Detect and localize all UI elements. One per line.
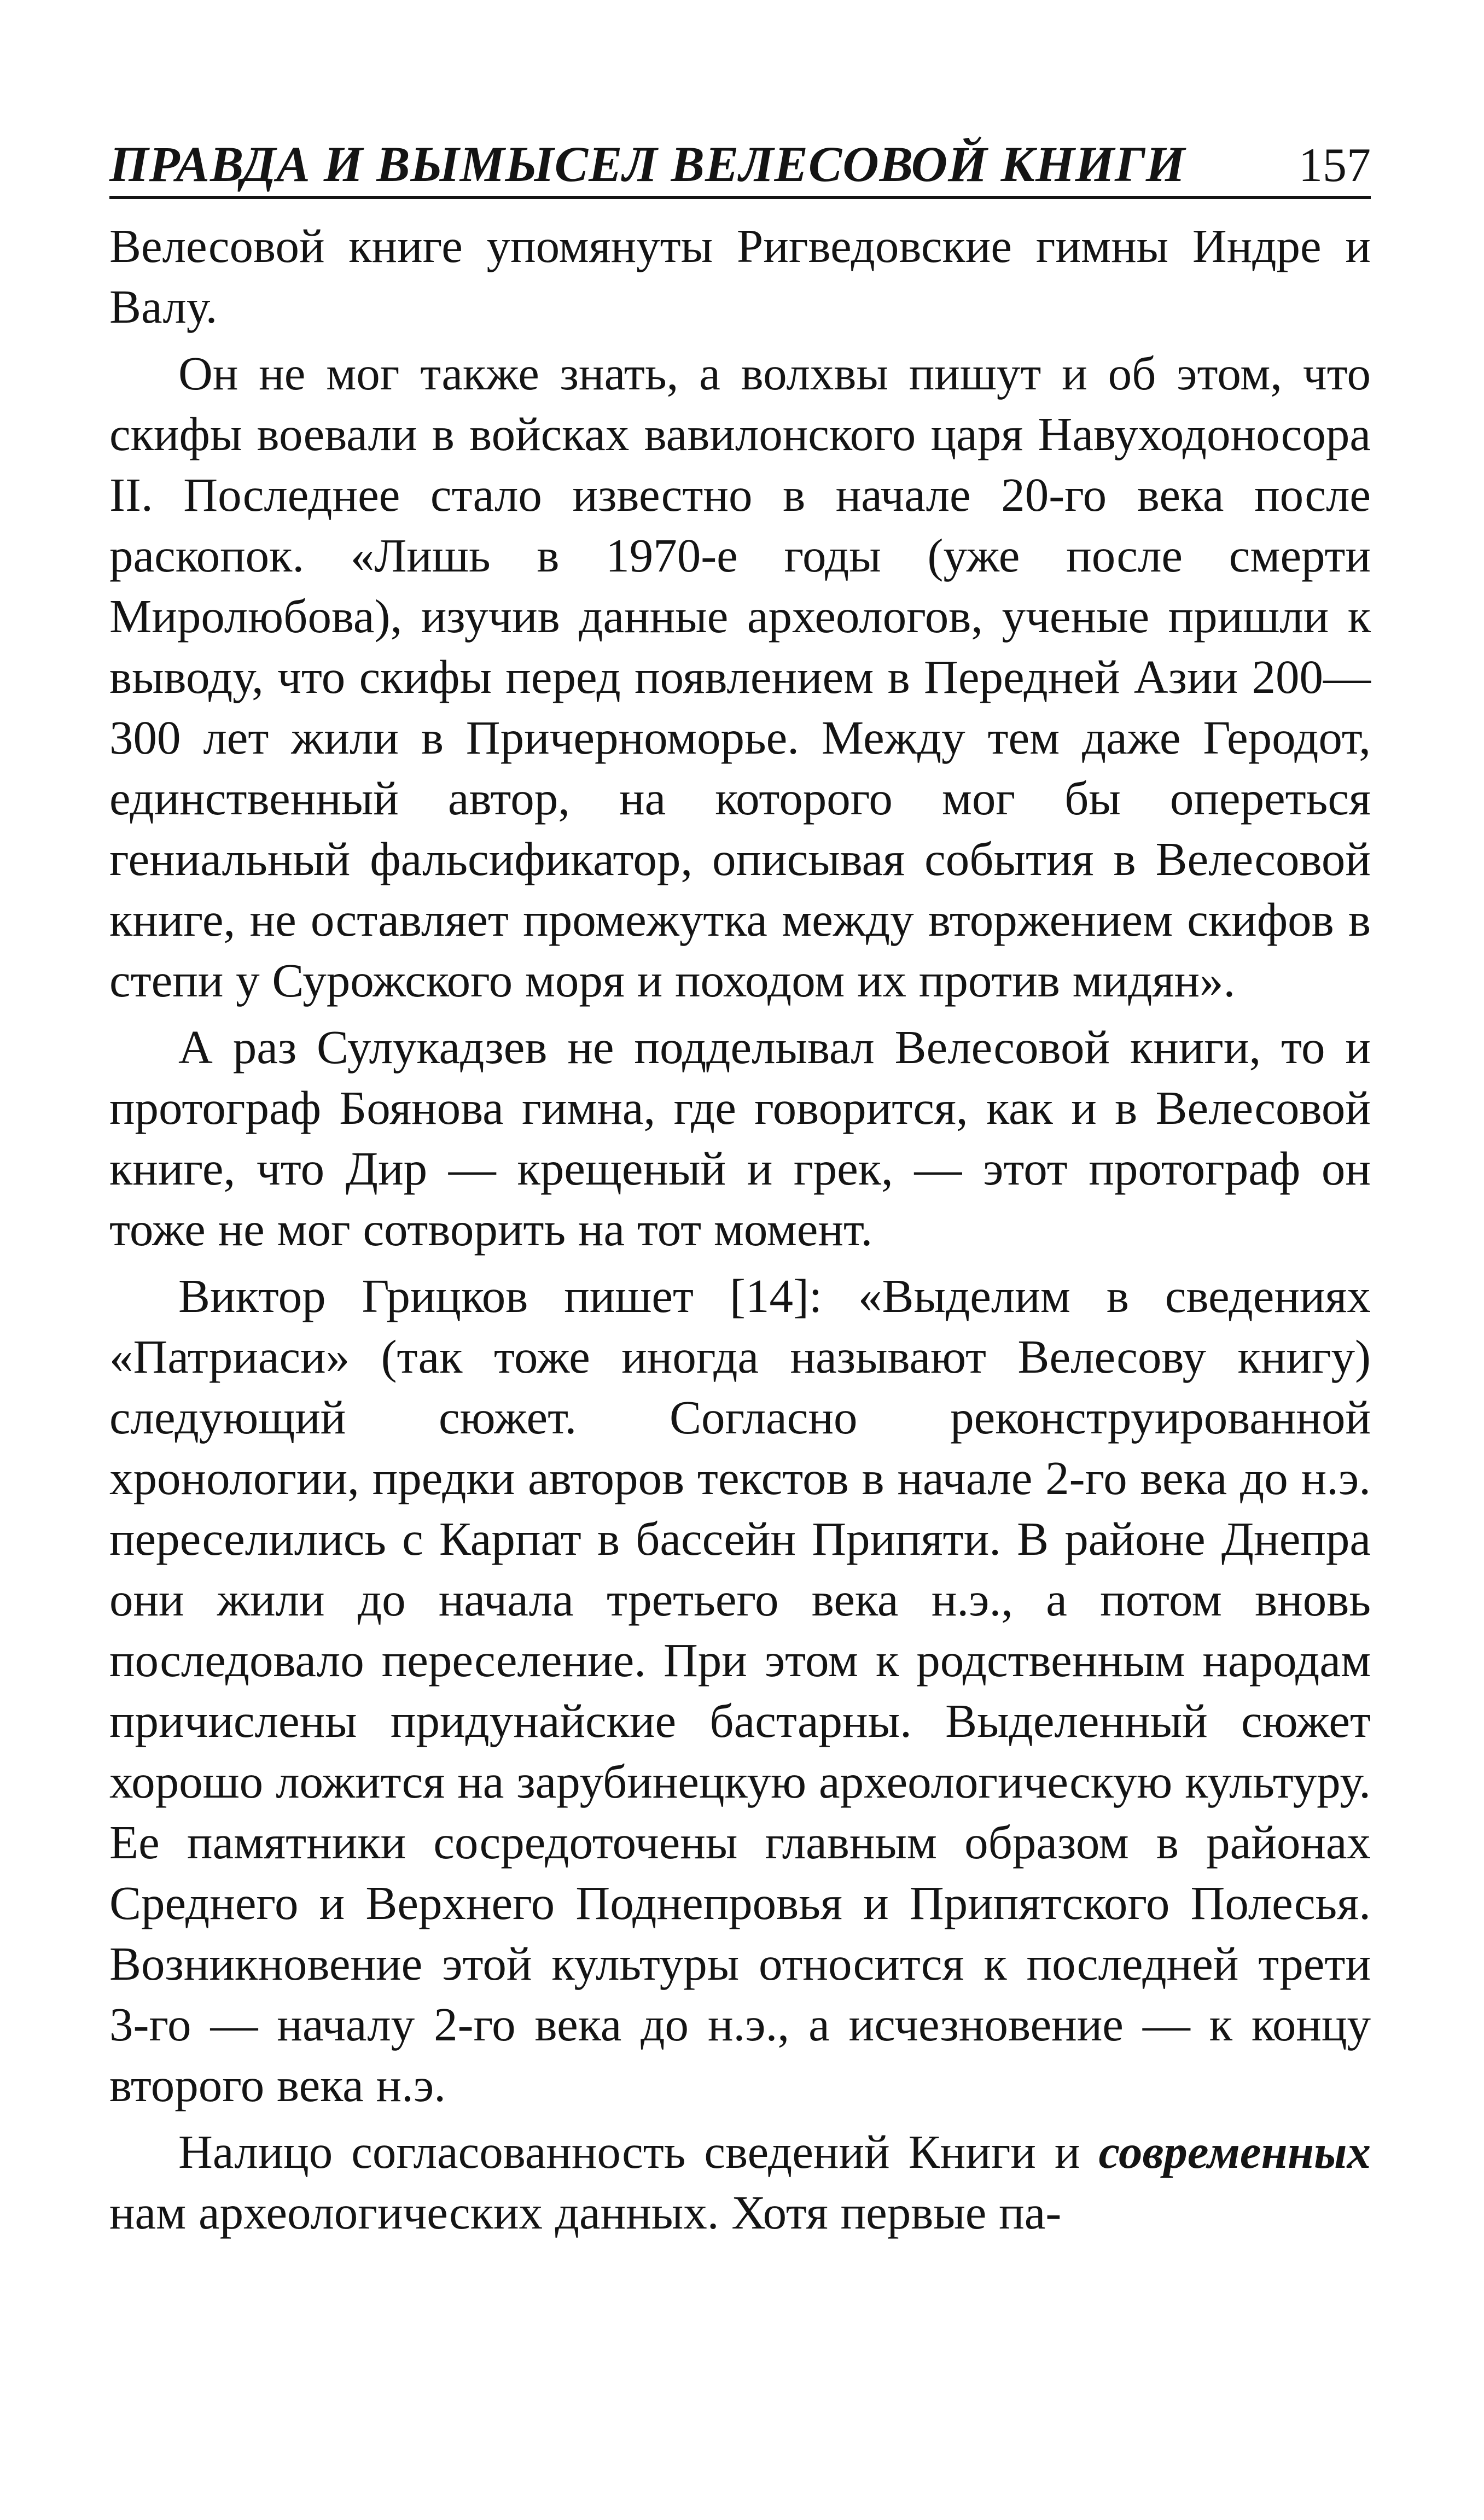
page-number: 157 (1299, 139, 1371, 192)
running-header (109, 137, 1371, 199)
paragraph-4: Виктор Грицков пишет [14]: «Выделим в сведениях «Патриаси» (так тоже иногда называют Велесову книгу) следующий сюжет. Согласно реконструированной хронологии, предки авторов текстов в начале 2-го века до н.э. переселились с Карпат в бассейн Припяти. В районе Днепра они жили до начала третьего века н.э., а потом вновь последовало переселение. При этом к родственным народам причислены придунайские бастарны. Выделенный сюжет хорошо ложится на зарубинецкую археологическую культуру. Ее памятники сосредоточены главным образом в районах Среднего и Верхнего Поднепровья и Припятского Полесья. Возникновение этой культуры относится к последней трети 3-го — началу 2-го века до н.э., а исчезновение — к концу второго века н.э. (109, 1269, 1371, 2111)
body-text (109, 215, 1371, 2243)
book-page (109, 137, 1371, 2461)
emphasized-word: современных (1098, 2125, 1371, 2178)
paragraph-2: Он не мог также знать, а волхвы пишут и об этом, что скифы воевали в войсках вавилонского царя Навуходоносора II. Последнее стало известно в начале 20-го века после раскопок. «Лишь в 1970-е годы (уже после смерти Миролюбова), изучив данные археологов, ученые пришли к выводу, что скифы перед появлением в Передней Азии 200—300 лет жили в Причерноморье. Между тем даже Геродот, единственный автор, на которого мог бы опереться гениальный фальсификатор, описывая события в Велесовой книге, не оставляет промежутка между вторжением скифов в степи у Сурожского моря и походом их против мидян». (109, 347, 1371, 1007)
paragraph-5 (109, 2121, 1371, 2243)
running-title: ПРАВДА И ВЫМЫСЕЛ ВЕЛЕСОВОЙ КНИГИ (109, 136, 1186, 192)
paragraph-3: А раз Сулукадзев не подделывал Велесовой книги, то и протограф Боянова гимна, где говорится, как и в Велесовой книге, что Дир — крещеный и грек, — этот протограф он тоже не мог сотворить на тот момент. (109, 1020, 1371, 1256)
paragraph-5-end: нам археологических данных. Хотя первые па- (109, 2186, 1062, 2239)
paragraph-5-start: Налицо согласованность сведений Книги и (178, 2125, 1099, 2178)
paragraph-1: Велесовой книге упомянуты Ригведовские гимны Индре и Валу. (109, 219, 1371, 333)
